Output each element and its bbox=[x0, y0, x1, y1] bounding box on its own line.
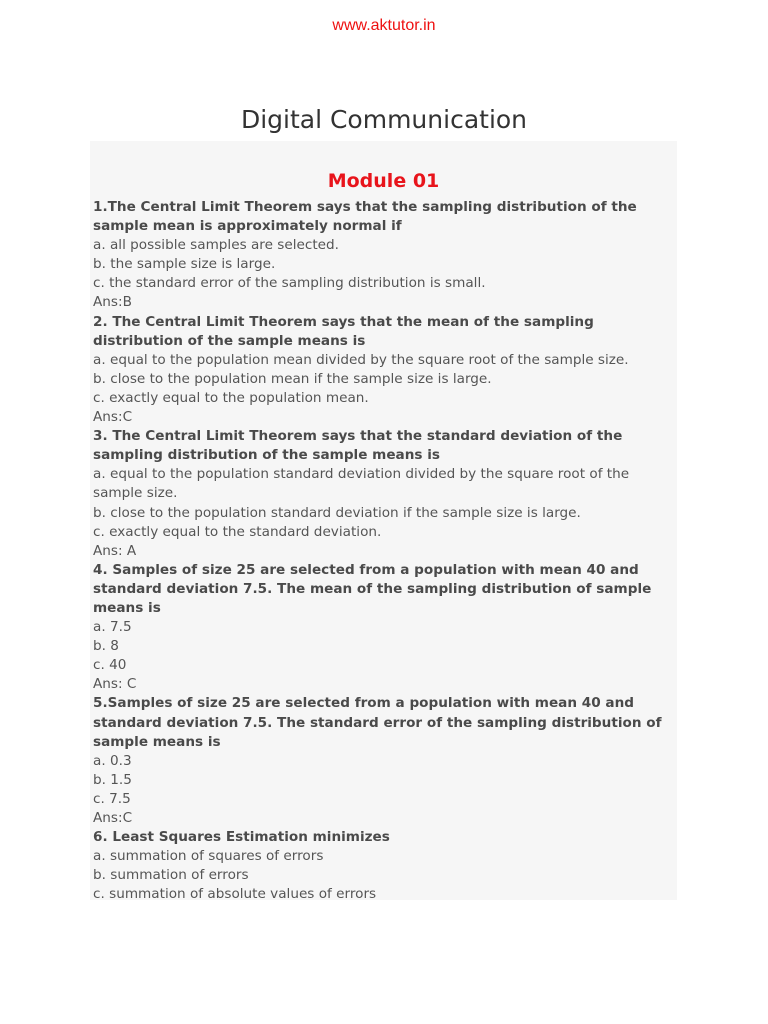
option-a: a. 0.3 bbox=[93, 752, 132, 769]
option-b: b. 8 bbox=[93, 638, 119, 655]
option-b: b. close to the population mean if the sample size is large. bbox=[93, 370, 492, 387]
answer-text: Ans: A bbox=[93, 542, 137, 559]
option-c: c. the standard error of the sampling distribution is small. bbox=[93, 275, 486, 292]
question-text: 4. Samples of size 25 are selected from a population with mean 40 and standard deviation 7.5. The mean of the sampling distribution of sample means is bbox=[93, 561, 652, 616]
option-b: b. 1.5 bbox=[93, 771, 132, 788]
option-a: a. equal to the population mean divided by the square root of the sample size. bbox=[93, 351, 629, 368]
option-c: c. 7.5 bbox=[93, 790, 131, 807]
question-item bbox=[93, 561, 674, 695]
site-url-link[interactable]: www.aktutor.in bbox=[332, 17, 436, 34]
option-a: a. 7.5 bbox=[93, 619, 132, 636]
question-item bbox=[93, 313, 674, 428]
option-a: a. all possible samples are selected. bbox=[93, 237, 339, 254]
question-text: 6. Least Squares Estimation minimizes bbox=[93, 829, 390, 846]
document-title: Digital Communication bbox=[240, 105, 528, 134]
question-list bbox=[93, 198, 674, 904]
answer-text: Ans:C bbox=[93, 409, 133, 426]
question-text: 5.Samples of size 25 are selected from a population with mean 40 and standard deviation 7.5. The standard error of the sampling distribution of sample means is bbox=[93, 695, 662, 750]
answer-text: Ans:C bbox=[93, 810, 133, 826]
option-c: c. summation of absolute values of errors bbox=[93, 886, 377, 903]
option-b: b. close to the population standard deviation if the sample size is large. bbox=[93, 504, 581, 521]
option-c: c. exactly equal to the population mean. bbox=[93, 389, 369, 406]
question-text: 2. The Central Limit Theorem says that the mean of the sampling distribution of the sample means is bbox=[93, 313, 594, 349]
answer-text: Ans: C bbox=[93, 676, 137, 693]
question-item bbox=[93, 198, 674, 313]
option-b: b. summation of errors bbox=[93, 867, 249, 884]
question-panel bbox=[90, 141, 677, 903]
question-text: 3. The Central Limit Theorem says that the standard deviation of the sampling distribution of the sample means is bbox=[93, 428, 623, 464]
option-c: c. exactly equal to the standard deviation. bbox=[93, 523, 382, 540]
option-c: c. 40 bbox=[93, 657, 127, 674]
option-a: a. summation of squares of errors bbox=[93, 848, 324, 865]
answer-text: Ans:B bbox=[93, 294, 132, 311]
option-a: a. equal to the population standard deviation divided by the square root of the sample size. bbox=[93, 466, 630, 502]
question-item bbox=[93, 427, 674, 561]
question-item bbox=[93, 694, 674, 828]
question-text: 1.The Central Limit Theorem says that the sampling distribution of the sample mean is approximately normal if bbox=[93, 199, 637, 235]
option-b: b. the sample size is large. bbox=[93, 256, 276, 273]
module-heading: Module 01 bbox=[327, 170, 440, 192]
question-item bbox=[93, 828, 674, 904]
